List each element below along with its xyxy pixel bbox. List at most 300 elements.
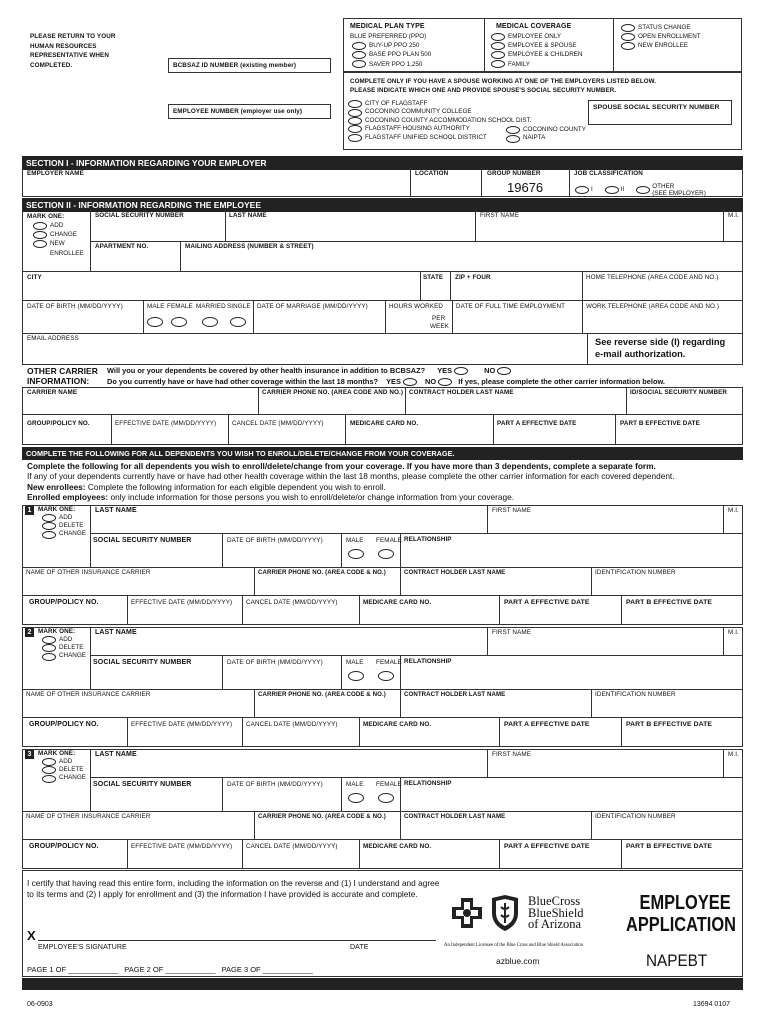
rule-line [90,749,91,811]
licensee-text: An Independent Licensee of the Blue Cross and Blue Shield Association [444,943,584,948]
label-part-a: PART A EFFECTIVE DATE [504,843,590,850]
label-part-b: PART B EFFECTIVE DATE [626,599,713,606]
label-first-name: FIRST NAME [492,507,532,514]
rule-line [242,839,243,869]
location-field[interactable] [411,178,480,196]
employer-option[interactable]: FLAGSTAFF UNIFIED SCHOOL DISTRICT [348,134,531,142]
radio-icon[interactable] [348,117,362,125]
rule-line [90,241,743,242]
rule-line [143,300,144,333]
rule-line [626,387,627,414]
label-other-insurance: NAME OF OTHER INSURANCE CARRIER [26,813,151,820]
home-phone-label: HOME TELEPHONE (AREA CODE AND NO.) [586,274,719,281]
rule-line [582,300,583,333]
radio-icon[interactable] [42,758,56,766]
section1-title: SECTION I - INFORMATION REGARDING YOUR EMPLOYER [22,156,743,170]
mark-change[interactable] [42,774,86,782]
label-dob: DATE OF BIRTH (MM/DD/YYYY) [227,659,323,666]
hours-label: HOURS WORKED [389,303,444,310]
employer-name-label: EMPLOYER NAME [27,170,84,177]
other-carrier-title: OTHER CARRIER INFORMATION: [27,366,98,386]
label-group-policy: GROUP/POLICY NO. [29,599,99,606]
label-id-number: IDENTIFICATION NUMBER [595,813,676,820]
dob-label: DATE OF BIRTH (MM/DD/YYYY) [27,303,123,310]
job-class-label: JOB CLASSIFICATION [574,170,643,177]
state-label: STATE [423,274,444,281]
label-mark-one: MARK ONE: [38,750,76,757]
plan-option[interactable]: BLUE PREFERRED (PPO) [350,33,427,40]
rule-line [22,414,743,415]
label-other-insurance: NAME OF OTHER INSURANCE CARRIER [26,691,151,698]
employer-option[interactable]: FLAGSTAFF HOUSING AUTHORITY [348,125,531,133]
dependent-number: 3 [25,750,34,759]
label-relationship: RELATIONSHIP [404,536,452,543]
email-field[interactable] [23,343,586,363]
employer-name-field[interactable] [23,178,409,196]
employee-number-field[interactable]: EMPLOYEE NUMBER (employer use only) [168,104,331,119]
status-option[interactable]: NEW ENROLLEE [621,41,701,50]
radio-icon[interactable] [42,531,56,539]
label-female: FEMALE [376,537,402,544]
carrier-name-label: CARRIER NAME [27,389,78,396]
rule-line [359,595,360,625]
radio-icon[interactable] [491,42,505,50]
radio-icon[interactable] [621,42,635,50]
label-mi: M.I. [728,751,739,758]
part-b-label: PART B EFFECTIVE DATE [620,420,700,427]
radio-icon[interactable] [491,51,505,59]
radio-icon[interactable] [506,126,520,134]
label-part-b: PART B EFFECTIVE DATE [626,721,713,728]
logo-text: BlueCross BlueShield of Arizona [528,894,584,931]
radio-icon[interactable] [42,766,56,774]
rule-line [242,717,243,747]
coverage-option[interactable]: EMPLOYEE & SPOUSE [491,41,583,50]
mark-add[interactable] [42,636,86,644]
label-ssn: SOCIAL SECURITY NUMBER [93,537,192,544]
section2-title: SECTION II - INFORMATION REGARDING THE EMPLOYEE [22,198,743,212]
part-a-label: PART A EFFECTIVE DATE [497,420,577,427]
rule-line [22,300,743,301]
certify-text: I certify that having read this entire form, including the information on the reverse and (1) I understand and agree to its terms and (2) I apply for enrollment and (3) the information I have provided is accurate and complete. [27,878,440,899]
x-mark: X [27,928,36,943]
reverse-note: See reverse side (I) regarding e-mail authorization. [595,337,726,359]
label-id-number: IDENTIFICATION NUMBER [595,691,676,698]
date-label: DATE [350,944,369,951]
married-label: MARRIED [196,303,226,310]
job-class-other: OTHER (SEE EMPLOYER) [652,183,706,197]
mark-add[interactable]: ADD [33,221,84,230]
radio-icon[interactable] [33,222,47,230]
mark-delete[interactable] [42,766,86,774]
signature-label: EMPLOYEE'S SIGNATURE [38,944,127,951]
label-2: CHANGE [59,652,86,660]
rule-line [22,839,743,840]
radio-icon[interactable] [42,775,56,783]
rule-line [621,717,622,747]
rule-line [90,505,91,567]
dependents-intro: Complete the following for all dependents you wish to enroll/delete/change from your coverage. If you have more than 3 dependents, complete a separate form. If any of your dependents currently have or have had other health coverage within the last 18 months, please complete the other carrier information for each covered dependent. New enrollees: Complete the following information for each eligible dependent you wish to enroll. Enrolled employees: only include information for those persons you wish to enroll/delete/or change information from your coverage. [27,461,675,502]
male-label: MALE [147,303,165,310]
rule-line [499,717,500,747]
label-last-name: LAST NAME [95,507,137,514]
label-1: DELETE [59,644,84,652]
female-radio[interactable] [171,317,187,327]
label-relationship: RELATIONSHIP [404,780,452,787]
label-2: CHANGE [59,774,86,782]
label-mi: M.I. [728,629,739,636]
work-phone-label: WORK TELEPHONE (AREA CODE AND NO.) [586,303,720,310]
other-carrier-q2: Do you currently have or have had other coverage within the last 18 months? YES NO If yes, please complete the other carrier information below. [107,377,665,386]
rule-line [723,627,724,655]
last-name-label: LAST NAME [229,212,267,219]
mi-label: M.I. [728,212,739,219]
rule-line [225,209,226,241]
plan-type-title: MEDICAL PLAN TYPE [350,23,425,30]
rule-line [499,839,500,869]
single-label: SINGLE [227,303,251,310]
label-dob: DATE OF BIRTH (MM/DD/YYYY) [227,781,323,788]
radio-icon[interactable] [506,135,520,143]
radio-icon[interactable] [42,522,56,530]
cancel-date-label: CANCEL DATE (MM/DD/YYYY) [232,420,324,427]
plan-option[interactable]: SAVER PPO 1,250 [352,60,431,69]
radio-icon[interactable] [352,42,366,50]
coverage-option[interactable]: FAMILY [491,60,583,69]
rule-line [569,167,570,197]
mark-one-label: MARK ONE: [27,213,65,220]
radio-icon[interactable] [491,60,505,68]
label-last-name: LAST NAME [95,751,137,758]
status-options [621,23,701,51]
rule-line [591,689,592,717]
label-medicare: MEDICARE CARD NO. [363,599,432,606]
signature-line[interactable] [38,940,436,941]
female-radio[interactable] [378,793,394,803]
dependent-mark-options [42,636,86,661]
radio-icon[interactable] [348,100,362,108]
radio-icon[interactable] [42,644,56,652]
label-male: MALE [346,659,364,666]
label-group-policy: GROUP/POLICY NO. [29,721,99,728]
label-part-b: PART B EFFECTIVE DATE [626,843,713,850]
rule-line [242,595,243,625]
city-label: CITY [27,274,42,281]
radio-icon[interactable] [491,33,505,41]
label-last-name: LAST NAME [95,629,137,636]
rule-line [254,567,255,595]
id-ssn-label: ID/SOCIAL SECURITY NUMBER [630,389,728,396]
radio-icon[interactable] [33,231,47,239]
plan-option[interactable]: BUY-UP PPO 250 [352,41,431,50]
rule-line [90,777,743,778]
rule-line [723,505,724,533]
no-radio[interactable] [497,367,511,375]
label-0: ADD [59,758,73,765]
group-policy-label: GROUP/POLICY NO. [27,420,90,427]
label-ssn: SOCIAL SECURITY NUMBER [93,781,192,788]
rule-line [420,271,421,300]
mark-new[interactable]: NEW [33,239,84,248]
group-number-label: GROUP NUMBER [487,170,541,177]
yes-radio[interactable] [454,367,468,375]
label-other-insurance: NAME OF OTHER INSURANCE CARRIER [26,569,151,576]
week-label: WEEK [430,323,449,330]
rule-line [582,271,583,300]
website-text: azblue.com [496,956,540,966]
label-first-name: FIRST NAME [492,629,532,636]
label-first-name: FIRST NAME [492,751,532,758]
label-0: ADD [59,514,73,521]
radio-icon[interactable] [352,60,366,68]
radio-icon[interactable] [33,240,47,248]
rule-line [258,387,259,414]
marriage-date-label: DATE OF MARRIAGE (MM/DD/YYYY) [257,303,368,310]
form-date: 06-0903 [27,1001,53,1008]
label-holder-last: CONTRACT HOLDER LAST NAME [404,569,506,576]
radio-icon[interactable] [352,51,366,59]
label-part-a: PART A EFFECTIVE DATE [504,599,590,606]
mark-change[interactable] [42,652,86,660]
label-part-a: PART A EFFECTIVE DATE [504,721,590,728]
label-medicare: MEDICARE CARD NO. [363,721,432,728]
rule-line [487,505,488,533]
employer-options [348,100,531,142]
rule-line [487,749,488,777]
form-code: NAPEBT [646,951,708,970]
label-female: FEMALE [376,781,402,788]
rule-line [613,18,614,72]
radio-icon[interactable] [621,33,635,41]
radio-icon[interactable] [348,134,362,142]
label-0: ADD [59,636,73,643]
per-label: PER [432,315,446,322]
radio-icon[interactable] [42,636,56,644]
rule-line [723,209,724,241]
rule-line [90,533,743,534]
employer-option[interactable]: COCONINO COMMUNITY COLLEGE [348,108,531,116]
mark-delete[interactable] [42,644,86,652]
label-eff-date: EFFECTIVE DATE (MM/DD/YYYY) [131,843,233,850]
rule-line [475,209,476,241]
return-note: PLEASE RETURN TO YOUR HUMAN RESOURCES REPRESENTATIVE WHEN COMPLETED. [30,33,116,69]
radio-icon[interactable] [42,653,56,661]
rule-line [621,839,622,869]
radio-icon[interactable] [575,186,589,194]
mark-change[interactable]: CHANGE [33,230,84,239]
label-mark-one: MARK ONE: [38,506,76,513]
mailing-label: MAILING ADDRESS (NUMBER & STREET) [185,243,314,250]
rule-line [90,627,91,689]
rule-line [487,627,488,655]
label-group-policy: GROUP/POLICY NO. [29,843,99,850]
other-carrier-q1: Will you or your dependents be covered by other health insurance in addition to BCBSAZ? YES NO [107,366,511,375]
label-male: MALE [346,781,364,788]
status-option[interactable]: STATUS CHANGE [621,23,701,32]
rule-line [228,414,229,445]
married-radio[interactable] [202,317,218,327]
first-name-label: FIRST NAME [480,212,520,219]
rule-line [180,241,181,271]
rule-line [452,300,453,333]
rule-line [621,595,622,625]
label-cancel-date: CANCEL DATE (MM/DD/YYYY) [246,721,338,728]
zip-label: ZIP + FOUR [455,274,491,281]
rule-line [481,167,482,197]
rule-line [222,655,223,689]
coverage-option[interactable]: EMPLOYEE ONLY [491,32,583,41]
male-radio[interactable] [348,549,364,559]
yes-radio[interactable] [403,378,417,386]
dependent-block [22,749,743,869]
fulltime-label: DATE OF FULL TIME EMPLOYMENT [456,303,566,310]
rule-line [22,333,743,334]
dependent-block [22,505,743,625]
rule-line [127,595,128,625]
mark-change[interactable] [42,530,86,538]
label-2: CHANGE [59,530,86,538]
rule-line [723,749,724,777]
id-number-field[interactable]: BCBSAZ ID NUMBER (existing member) [168,58,331,73]
label-mark-one: MARK ONE: [38,628,76,635]
dependent-mark-options [42,758,86,783]
coverage-options [491,32,583,69]
label-carrier-phone: CARRIER PHONE NO. (AREA CODE & NO.) [258,813,386,820]
radio-icon[interactable] [348,109,362,117]
coverage-title: MEDICAL COVERAGE [496,23,572,30]
dependent-mark-options [42,514,86,539]
label-1: DELETE [59,766,84,774]
dependents-bar: COMPLETE THE FOLLOWING FOR ALL DEPENDENTS YOU WISH TO ENROLL/DELETE/CHANGE FROM YOUR COVERAGE. [22,447,743,460]
dependent-number: 1 [25,506,34,515]
label-1: DELETE [59,522,84,530]
label-holder-last: CONTRACT HOLDER LAST NAME [404,813,506,820]
dependent-block [22,627,743,747]
rule-line [90,655,743,656]
rule-line [22,689,743,690]
rule-line [484,18,485,72]
rule-line [359,839,360,869]
rule-line [253,300,254,333]
employer-option[interactable]: NAIPTA [506,134,586,142]
carrier-phone-label: CARRIER PHONE NO. (AREA CODE AND NO.) [262,389,404,396]
radio-icon[interactable] [42,514,56,522]
rule-line [499,595,500,625]
rule-line [22,271,743,272]
male-radio[interactable] [348,793,364,803]
rule-line [400,689,401,717]
app-title: EMPLOYEE APPLICATION [626,892,736,936]
coverage-option[interactable]: EMPLOYEE & CHILDREN [491,50,583,59]
apartment-label: APARTMENT NO. [95,243,149,250]
rule-line [127,717,128,747]
male-radio[interactable] [147,317,163,327]
label-relationship: RELATIONSHIP [404,658,452,665]
blue-shield-icon [490,895,520,931]
rule-line [405,387,406,414]
rule-line [587,333,588,365]
rule-line [111,414,112,445]
rule-line [22,717,743,718]
label-dob: DATE OF BIRTH (MM/DD/YYYY) [227,537,323,544]
label-carrier-phone: CARRIER PHONE NO. (AREA CODE & NO.) [258,569,386,576]
bcbs-logo [450,893,532,933]
group-number-value: 19676 [507,180,544,195]
single-radio[interactable] [230,317,246,327]
label-carrier-phone: CARRIER PHONE NO. (AREA CODE & NO.) [258,691,386,698]
mark-one-options: ADD CHANGE NEW ENROLLEE [33,221,84,258]
label-medicare: MEDICARE CARD NO. [363,843,432,850]
rule-line [341,777,342,811]
radio-icon[interactable] [348,125,362,133]
location-label: LOCATION [415,170,449,177]
rule-line [22,595,743,596]
status-option[interactable]: OPEN ENROLLMENT [621,32,701,41]
employer-option[interactable]: CITY OF FLAGSTAFF [348,100,531,108]
female-radio[interactable] [378,549,394,559]
rule-line [385,300,386,333]
dependent-number: 2 [25,628,34,637]
rule-line [591,811,592,839]
rule-line [254,689,255,717]
bottom-rule [22,978,743,990]
rule-line [22,567,743,568]
page-numbers: PAGE 1 OF ____________ PAGE 2 OF ____________ PAGE 3 OF ____________ [27,965,313,974]
rule-line [341,655,342,689]
rule-line [341,533,342,567]
label-ssn: SOCIAL SECURITY NUMBER [93,659,192,666]
mark-add[interactable] [42,758,86,766]
radio-icon[interactable] [605,186,619,194]
label-male: MALE [346,537,364,544]
form-number: 13694 0107 [693,1001,730,1008]
mark-add[interactable] [42,514,86,522]
eff-date-label: EFFECTIVE DATE (MM/DD/YYYY) [115,420,217,427]
radio-icon[interactable] [621,24,635,32]
label-mi: M.I. [728,507,739,514]
label-eff-date: EFFECTIVE DATE (MM/DD/YYYY) [131,721,233,728]
label-cancel-date: CANCEL DATE (MM/DD/YYYY) [246,843,338,850]
rule-line [127,839,128,869]
rule-line [615,414,616,445]
radio-icon[interactable] [636,186,650,194]
rule-line [222,533,223,567]
plan-type-options [350,32,431,69]
rule-line [222,777,223,811]
female-radio[interactable] [378,671,394,681]
rule-line [254,811,255,839]
rule-line [22,811,743,812]
male-radio[interactable] [348,671,364,681]
label-eff-date: EFFECTIVE DATE (MM/DD/YYYY) [131,599,233,606]
label-cancel-date: CANCEL DATE (MM/DD/YYYY) [246,599,338,606]
employer-option[interactable]: COCONINO COUNTY ACCOMMODATION SCHOOL DIST. [348,117,531,125]
spouse-note: COMPLETE ONLY IF YOU HAVE A SPOUSE WORKING AT ONE OF THE EMPLOYERS LISTED BELOW. PLEASE INDICATE WHICH ONE AND PROVIDE SPOUSE'S SOCIAL SECURITY NUMBER. [350,78,657,94]
mark-delete[interactable] [42,522,86,530]
medicare-label: MEDICARE CARD NO. [350,420,419,427]
ssn-label: SOCIAL SECURITY NUMBER [95,212,184,219]
plan-option[interactable]: BASE PPO PLAN 500 [352,50,431,59]
rule-line [493,414,494,445]
spouse-ssn-field[interactable]: SPOUSE SOCIAL SECURITY NUMBER [588,100,732,125]
employer-option[interactable]: COCONINO COUNTY [506,126,586,134]
rule-line [400,811,401,839]
no-radio[interactable] [438,378,452,386]
label-holder-last: CONTRACT HOLDER LAST NAME [404,691,506,698]
rule-line [345,414,346,445]
female-label: FEMALE [167,303,193,310]
employer-options-right [506,126,586,143]
